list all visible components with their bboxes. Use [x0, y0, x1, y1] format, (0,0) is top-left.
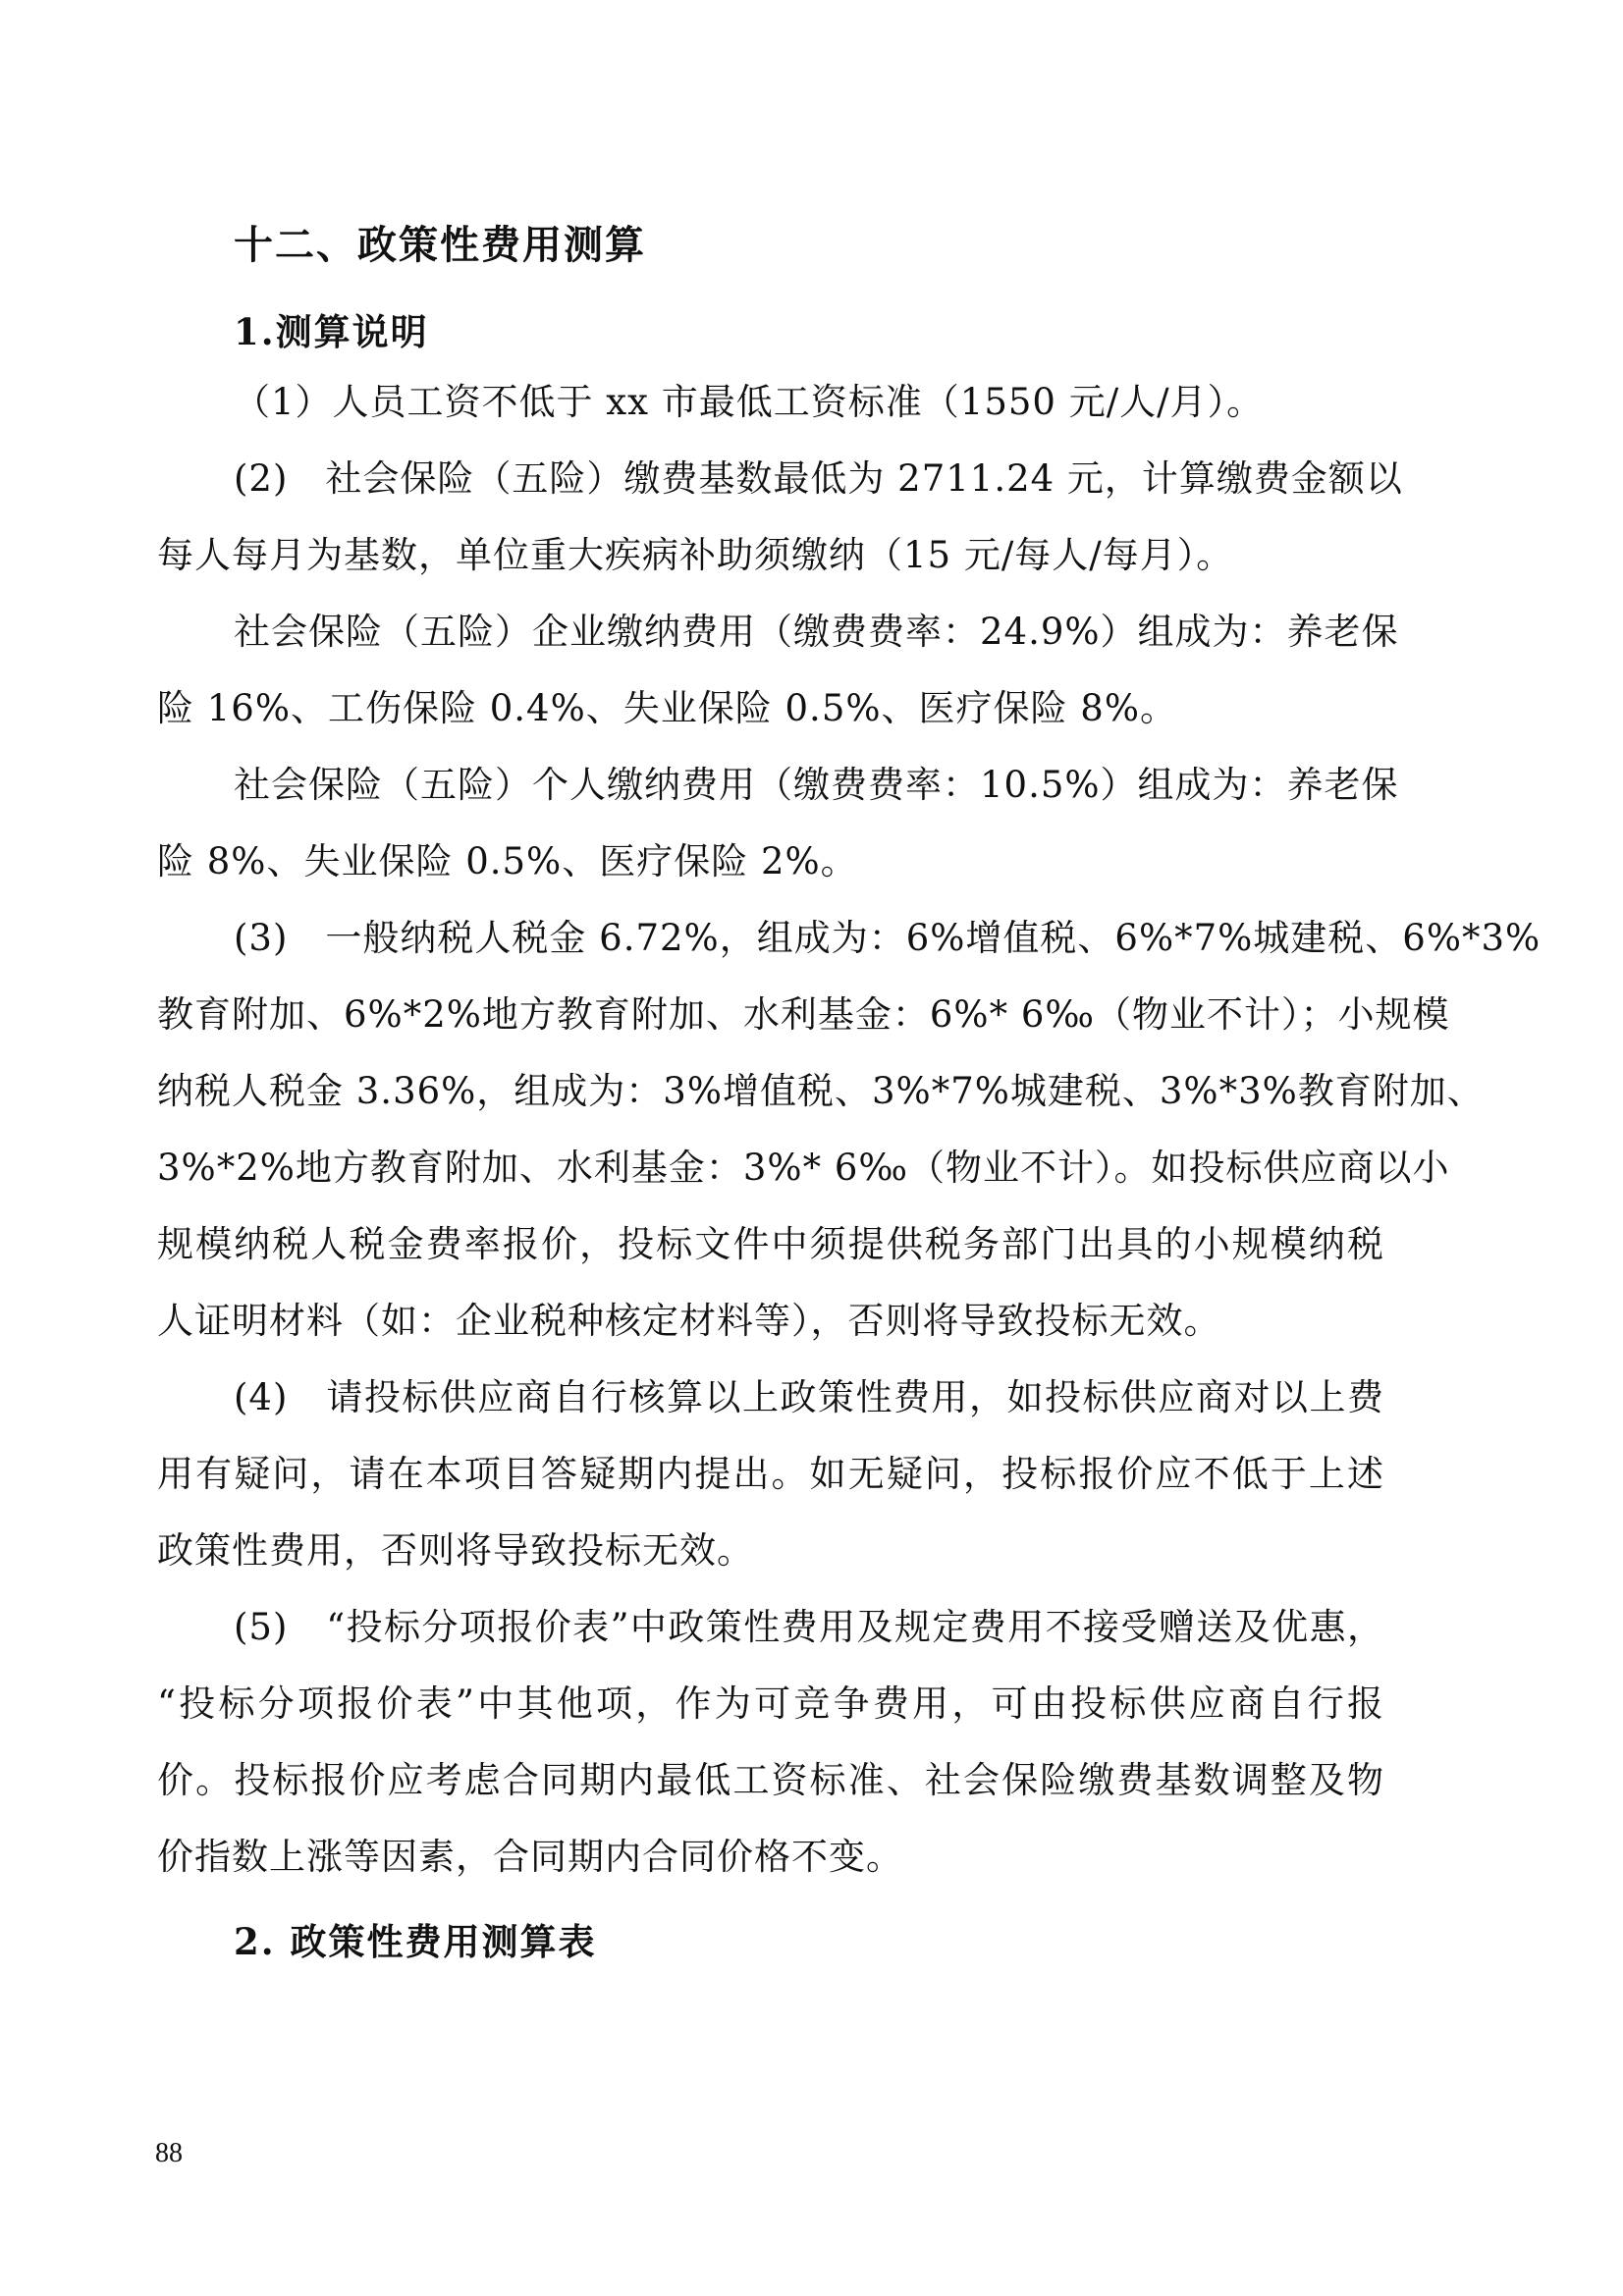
paragraph-line: 社会保险（五险）个人缴纳费用（缴费费率：10.5%）组成为：养老保 — [234, 764, 1399, 806]
paragraph-line: 规模纳税人税金费率报价，投标文件中须提供税务部门出具的小规模纳税 — [157, 1223, 1384, 1265]
paragraph-line: 人证明材料（如：企业税种核定材料等），否则将导致投标无效。 — [157, 1300, 1221, 1342]
paragraph-line: 教育附加、6%*2%地方教育附加、水利基金：6%* 6‰（物业不计）；小规模 — [157, 993, 1450, 1036]
paragraph-line: 纳税人税金 3.36%，组成为：3%增值税、3%*7%城建税、3%*3%教育附加、 — [157, 1070, 1485, 1112]
subsection-title-1: 1.测算说明 — [234, 310, 429, 353]
paragraph-line: 险 16%、工伤保险 0.4%、失业保险 0.5%、医疗保险 8%。 — [157, 687, 1177, 729]
page-number: 88 — [155, 2138, 183, 2168]
paragraph-line: 价指数上涨等因素，合同期内合同价格不变。 — [157, 1836, 903, 1878]
paragraph-line: 每人每月为基数，单位重大疾病补助须缴纳（15 元/每人/每月）。 — [157, 534, 1234, 576]
section-heading: 十二、政策性费用测算 — [234, 222, 646, 268]
paragraph-line: (5) “投标分项报价表”中政策性费用及规定费用不接受赠送及优惠， — [234, 1606, 1384, 1648]
paragraph-line: 3%*2%地方教育附加、水利基金：3%* 6‰（物业不计）。如投标供应商以小 — [157, 1147, 1450, 1189]
paragraph-line: （1）人员工资不低于 xx 市最低工资标准（1550 元/人/月）。 — [234, 381, 1265, 423]
paragraph-line: 险 8%、失业保险 0.5%、医疗保险 2%。 — [157, 840, 858, 882]
paragraph-line: “投标分项报价表”中其他项，作为可竞争费用，可由投标供应商自行报 — [157, 1682, 1384, 1725]
paragraph-line: 社会保险（五险）企业缴纳费用（缴费费率：24.9%）组成为：养老保 — [234, 611, 1399, 653]
paragraph-line: (4) 请投标供应商自行核算以上政策性费用，如投标供应商对以上费 — [234, 1376, 1384, 1418]
paragraph-line: 价。投标报价应考虑合同期内最低工资标准、社会保险缴费基数调整及物 — [157, 1759, 1384, 1801]
paragraph-line: 用有疑问，请在本项目答疑期内提出。如无疑问，投标报价应不低于上述 — [157, 1453, 1384, 1495]
paragraph-line: 政策性费用，否则将导致投标无效。 — [157, 1529, 754, 1572]
paragraph-line: (3) 一般纳税人税金 6.72%，组成为：6%增值税、6%*7%城建税、6%*3% — [234, 917, 1542, 959]
paragraph-line: (2) 社会保险（五险）缴费基数最低为 2711.24 元，计算缴费金额以 — [234, 457, 1403, 500]
subsection-title-2: 2. 政策性费用测算表 — [234, 1920, 597, 1963]
